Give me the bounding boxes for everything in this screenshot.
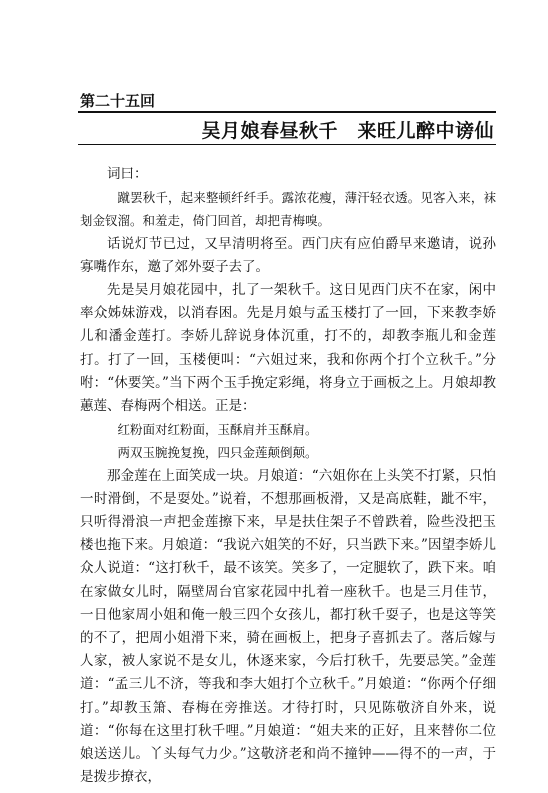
ci-heading: 词曰： xyxy=(107,166,148,182)
verse-line: 两双玉腕挽复挽，四只金莲颠倒颠。 xyxy=(117,445,318,461)
chapter-label: 第二十五回 xyxy=(80,92,156,110)
paragraph: 话说灯节已过，又早清明将至。西门庆有应伯爵早来邀请，说孙寡嘴作东，邀了郊外耍子去了。 xyxy=(80,235,496,275)
verse-line: 红粉面对红粉面，玉酥肩并玉酥肩。 xyxy=(117,422,318,438)
ci-text: 蹴罢秋千，起来整顿纤纤手。露浓花瘦，薄汗轻衣透。见客入来，袜刬金钗溜。和羞走，倚门回首，却把青梅嗅。 xyxy=(80,190,496,229)
chapter-title: 吴月娘春昼秋千 来旺儿醉中谤仙 xyxy=(201,120,494,142)
paragraph: 先是吴月娘花园中，扎了一架秋千。这日见西门庆不在家，闲中率众姊妹游戏，以消春困。先是月娘与孟玉楼打了一回，下来教李娇儿和潘金莲打。李娇儿辞说身体沉重，打不的，却教李瓶儿和金莲打。打了一回，玉楼便叫：“六姐过来，我和你两个打个立秋千。”分咐：“休要笑。”当下两个玉手挽定彩绳，将身立于画板之上。月娘却教蕙莲、春梅两个相送。正是： xyxy=(80,282,496,415)
header-rule-thick xyxy=(78,111,496,113)
paragraph: 那金莲在上面笑成一块。月娘道：“六姐你在上头笑不打紧，只怕一时滑倒，不是耍处。”说着，不想那画板滑，又是高底鞋，跐不牢，只听得滑浪一声把金莲擦下来，早是扶住架子不曾跌着，险些没把玉楼也拖下来。月娘道：“我说六姐笑的不好，只当跌下来。”因望李娇儿众人说道：“这打秋千，最不该笑。笑多了，一定腿软了，跌下来。咱在家做女儿时，隔壁周台官家花园中扎着一座秋千。也是三月佳节，一日他家周小姐和俺一般三四个女孩儿，都打秋千耍子，也是这等笑的不了，把周小姐滑下来，骑在画板上，把身子喜抓去了。落后嫁与人家，被人家说不是女儿，休逐来家，今后打秋千，先要忌笑。”金莲道：“孟三儿不济，等我和李大姐打个立秋千。”月娘道：“你两个仔细打。”却教玉箫、春梅在旁推送。才待打时，只见陈敬济自外来，说道：“你每在这里打秋千哩。”月娘道：“姐夫来的正好，且来替你二位娘送送儿。丫头每气力少。”这敬济老和尚不撞钟——得不的一声，于是拨步撩衣， xyxy=(80,467,496,786)
header-rule-thin xyxy=(78,144,496,145)
page-body xyxy=(80,163,496,789)
